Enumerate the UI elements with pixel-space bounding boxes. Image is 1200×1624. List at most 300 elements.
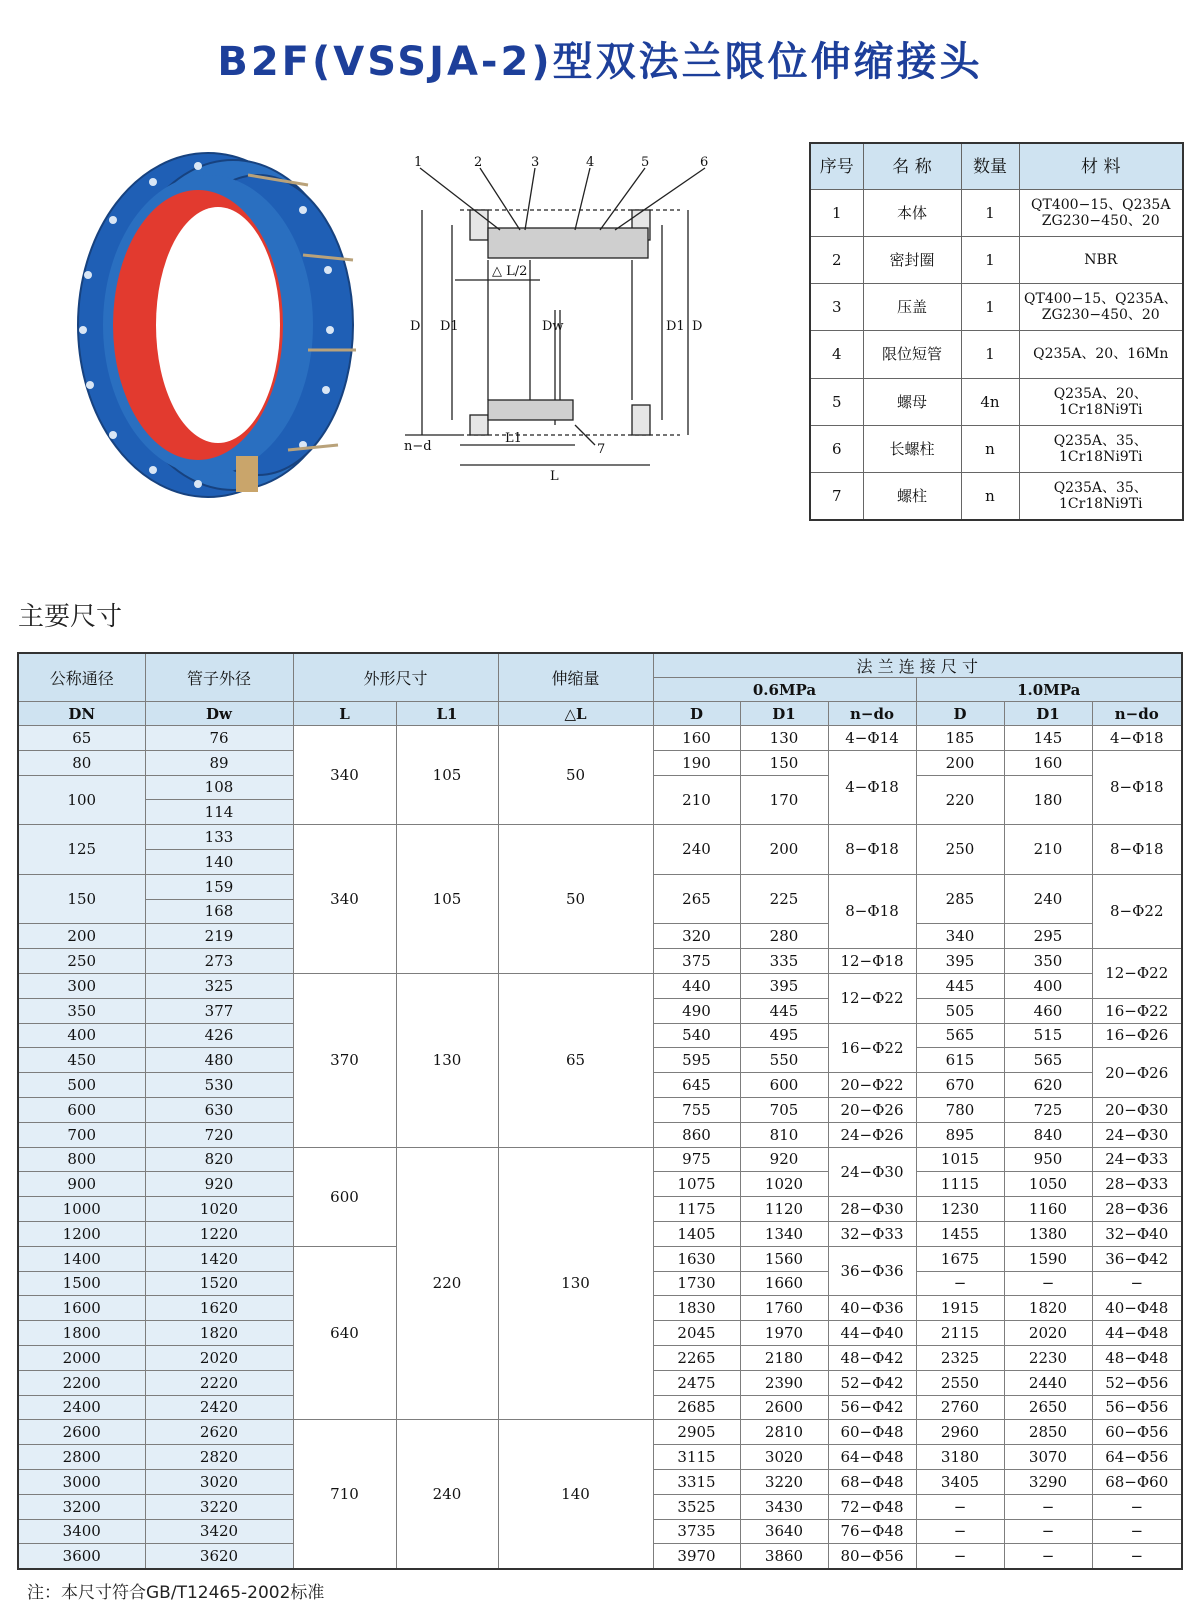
parts-material: NBR xyxy=(1019,237,1183,284)
cell-D1-06: 170 xyxy=(740,775,828,825)
header-p06: 0.6MPa xyxy=(653,678,916,702)
label-D-right: D xyxy=(692,319,703,334)
cell-ndo-06: 20−Φ26 xyxy=(828,1097,916,1122)
cell-D1-06: 705 xyxy=(740,1097,828,1122)
cell-D-10: 615 xyxy=(916,1048,1004,1073)
cell-D-10: 2760 xyxy=(916,1395,1004,1420)
cell-ndo-06: 52−Φ42 xyxy=(828,1370,916,1395)
cell-dn: 450 xyxy=(18,1048,145,1073)
label-nd: n−d xyxy=(404,439,432,454)
cell-D-06: 975 xyxy=(653,1147,740,1172)
cell-ndo-06: 40−Φ36 xyxy=(828,1296,916,1321)
cell-dw: 2420 xyxy=(145,1395,293,1420)
cell-ndo-10: 64−Φ56 xyxy=(1092,1445,1182,1470)
label-D1-right: D1 xyxy=(666,319,685,334)
parts-name: 长螺柱 xyxy=(863,425,961,472)
cell-ndo-10: 8−Φ18 xyxy=(1092,825,1182,875)
label-L: L xyxy=(550,469,559,484)
header-L: L xyxy=(293,702,396,726)
cell-D1-06: 1660 xyxy=(740,1271,828,1296)
callout-5: 5 xyxy=(641,155,650,170)
cell-D1-06: 2390 xyxy=(740,1370,828,1395)
cell-D-10: 1915 xyxy=(916,1296,1004,1321)
cell-D1-10: 460 xyxy=(1004,998,1092,1023)
cell-stroke: 50 xyxy=(498,726,653,825)
cell-dw: 1520 xyxy=(145,1271,293,1296)
cell-D1-06: 1560 xyxy=(740,1246,828,1271)
cell-D1-06: 2180 xyxy=(740,1345,828,1370)
parts-row xyxy=(810,331,1183,378)
cell-D1-10: 620 xyxy=(1004,1073,1092,1098)
cell-ndo-06: 32−Φ33 xyxy=(828,1221,916,1246)
cell-ndo-06: 24−Φ26 xyxy=(828,1122,916,1147)
cell-D-06: 190 xyxy=(653,750,740,775)
parts-table xyxy=(809,142,1184,521)
cell-D1-06: 1120 xyxy=(740,1197,828,1222)
cell-L1: 240 xyxy=(396,1420,498,1569)
cell-D-10: 2550 xyxy=(916,1370,1004,1395)
cell-D1-10: − xyxy=(1004,1519,1092,1544)
cell-stroke: 140 xyxy=(498,1420,653,1569)
cell-L1: 105 xyxy=(396,825,498,974)
cell-D-10: 1230 xyxy=(916,1197,1004,1222)
cell-dw: 133 xyxy=(145,825,293,850)
cell-dw: 1820 xyxy=(145,1321,293,1346)
cell-ndo-10: 40−Φ48 xyxy=(1092,1296,1182,1321)
cell-dn: 1400 xyxy=(18,1246,145,1271)
cell-dn: 3400 xyxy=(18,1519,145,1544)
cell-D1-10: 145 xyxy=(1004,726,1092,751)
page-title: B2F(VSSJA-2)型双法兰限位伸缩接头 xyxy=(217,39,983,85)
cell-ndo-10: 28−Φ33 xyxy=(1092,1172,1182,1197)
cell-D1-06: 1970 xyxy=(740,1321,828,1346)
cell-D-06: 3525 xyxy=(653,1494,740,1519)
table-row xyxy=(18,825,1182,850)
cell-ndo-06: 12−Φ18 xyxy=(828,949,916,974)
parts-qty: 1 xyxy=(961,237,1019,284)
cell-D-06: 1630 xyxy=(653,1246,740,1271)
header-dn: 公称通径 xyxy=(18,653,145,702)
cell-D1-06: 335 xyxy=(740,949,828,974)
parts-material: Q235A、20、16Mn xyxy=(1019,331,1183,378)
cell-L1: 130 xyxy=(396,973,498,1147)
parts-row xyxy=(810,378,1183,425)
cell-D-10: 505 xyxy=(916,998,1004,1023)
cell-D-06: 320 xyxy=(653,924,740,949)
parts-no: 5 xyxy=(810,378,863,425)
callout-7: 7 xyxy=(597,442,606,457)
cell-dn: 2800 xyxy=(18,1445,145,1470)
cell-dw: 377 xyxy=(145,998,293,1023)
cell-ndo-10: 24−Φ30 xyxy=(1092,1122,1182,1147)
product-photo xyxy=(58,150,358,500)
cell-dw: 108 xyxy=(145,775,293,800)
cell-L: 600 xyxy=(293,1147,396,1246)
cell-ndo-06: 36−Φ36 xyxy=(828,1246,916,1296)
cell-ndo-10: 32−Φ40 xyxy=(1092,1221,1182,1246)
cell-D-06: 490 xyxy=(653,998,740,1023)
cell-dw: 1620 xyxy=(145,1296,293,1321)
cell-D1-06: 3220 xyxy=(740,1469,828,1494)
cell-D-10: 3405 xyxy=(916,1469,1004,1494)
cell-D-06: 2905 xyxy=(653,1420,740,1445)
cell-D-10: 250 xyxy=(916,825,1004,875)
cell-D1-10: 1380 xyxy=(1004,1221,1092,1246)
header-flange: 法 兰 连 接 尺 寸 xyxy=(653,653,1182,678)
cell-D-06: 755 xyxy=(653,1097,740,1122)
cell-D-10: 3180 xyxy=(916,1445,1004,1470)
cell-D-06: 2045 xyxy=(653,1321,740,1346)
cell-ndo-10: 44−Φ48 xyxy=(1092,1321,1182,1346)
cell-D-10: 445 xyxy=(916,973,1004,998)
cell-L: 370 xyxy=(293,973,396,1147)
cell-ndo-10: 48−Φ48 xyxy=(1092,1345,1182,1370)
header-dw-sub: Dw xyxy=(145,702,293,726)
cell-D-10: 285 xyxy=(916,874,1004,924)
parts-name: 限位短管 xyxy=(863,331,961,378)
parts-row xyxy=(810,284,1183,331)
cell-dn: 2400 xyxy=(18,1395,145,1420)
cell-D-10: 895 xyxy=(916,1122,1004,1147)
cell-D1-10: 350 xyxy=(1004,949,1092,974)
cell-D-06: 375 xyxy=(653,949,740,974)
callout-4: 4 xyxy=(586,155,595,170)
label-dl2: △ L/2 xyxy=(492,264,528,279)
cell-D1-06: 200 xyxy=(740,825,828,875)
cell-D1-06: 495 xyxy=(740,1023,828,1048)
cell-ndo-10: 12−Φ22 xyxy=(1092,949,1182,999)
cell-dw: 480 xyxy=(145,1048,293,1073)
cell-ndo-10: 8−Φ18 xyxy=(1092,750,1182,824)
cell-dw: 426 xyxy=(145,1023,293,1048)
cell-D1-10: 2650 xyxy=(1004,1395,1092,1420)
cell-D-10: 1015 xyxy=(916,1147,1004,1172)
cell-D1-06: 150 xyxy=(740,750,828,775)
cell-ndo-06: 8−Φ18 xyxy=(828,825,916,875)
header-p10: 1.0MPa xyxy=(916,678,1182,702)
header-D1-10: D1 xyxy=(1004,702,1092,726)
cell-D1-06: 3860 xyxy=(740,1544,828,1569)
header-D1-06: D1 xyxy=(740,702,828,726)
cell-D-06: 3115 xyxy=(653,1445,740,1470)
parts-no: 3 xyxy=(810,284,863,331)
cell-D1-06: 2600 xyxy=(740,1395,828,1420)
cell-ndo-06: 4−Φ14 xyxy=(828,726,916,751)
parts-name: 螺母 xyxy=(863,378,961,425)
cell-D-10: 185 xyxy=(916,726,1004,751)
cell-ndo-10: 52−Φ56 xyxy=(1092,1370,1182,1395)
cell-D-06: 1730 xyxy=(653,1271,740,1296)
cell-D1-06: 3640 xyxy=(740,1519,828,1544)
parts-material: Q235A、20、1Cr18Ni9Ti xyxy=(1019,378,1183,425)
dimensions-table xyxy=(17,652,1183,1570)
parts-no: 7 xyxy=(810,472,863,520)
cell-dn: 2000 xyxy=(18,1345,145,1370)
cell-ndo-10: 4−Φ18 xyxy=(1092,726,1182,751)
cell-dn: 900 xyxy=(18,1172,145,1197)
cell-ndo-06: 16−Φ22 xyxy=(828,1023,916,1073)
cell-ndo-06: 28−Φ30 xyxy=(828,1197,916,1222)
cell-D-06: 1830 xyxy=(653,1296,740,1321)
cell-ndo-10: 68−Φ60 xyxy=(1092,1469,1182,1494)
cell-ndo-06: 8−Φ18 xyxy=(828,874,916,948)
cell-D1-06: 3020 xyxy=(740,1445,828,1470)
cell-ndo-06: 72−Φ48 xyxy=(828,1494,916,1519)
cell-dn: 1000 xyxy=(18,1197,145,1222)
parts-header-qty: 数量 xyxy=(961,143,1019,190)
cell-dw: 159 xyxy=(145,874,293,899)
cell-dw: 1420 xyxy=(145,1246,293,1271)
cell-D-06: 3970 xyxy=(653,1544,740,1569)
cell-D1-06: 1340 xyxy=(740,1221,828,1246)
cell-dn: 500 xyxy=(18,1073,145,1098)
cell-D1-06: 1760 xyxy=(740,1296,828,1321)
cell-dw: 114 xyxy=(145,800,293,825)
callout-3: 3 xyxy=(531,155,540,170)
cell-ndo-06: 20−Φ22 xyxy=(828,1073,916,1098)
flange-joint-illustration xyxy=(78,153,356,497)
cell-D-06: 860 xyxy=(653,1122,740,1147)
cell-D-06: 2685 xyxy=(653,1395,740,1420)
cell-dn: 600 xyxy=(18,1097,145,1122)
cell-D1-10: − xyxy=(1004,1494,1092,1519)
cell-dn: 350 xyxy=(18,998,145,1023)
cell-dw: 2820 xyxy=(145,1445,293,1470)
cell-dw: 1020 xyxy=(145,1197,293,1222)
cell-D-10: 670 xyxy=(916,1073,1004,1098)
header-D-10: D xyxy=(916,702,1004,726)
cell-D1-06: 445 xyxy=(740,998,828,1023)
cell-ndo-06: 68−Φ48 xyxy=(828,1469,916,1494)
parts-row xyxy=(810,190,1183,237)
parts-header-no: 序号 xyxy=(810,143,863,190)
cell-D-10: 1675 xyxy=(916,1246,1004,1271)
parts-row xyxy=(810,237,1183,284)
section-drawing xyxy=(400,150,760,490)
cell-D-06: 265 xyxy=(653,874,740,924)
cell-dw: 219 xyxy=(145,924,293,949)
cell-D1-10: − xyxy=(1004,1544,1092,1569)
cell-dn: 250 xyxy=(18,949,145,974)
header-D-06: D xyxy=(653,702,740,726)
cell-D-10: 1115 xyxy=(916,1172,1004,1197)
cell-ndo-10: − xyxy=(1092,1519,1182,1544)
cell-ndo-06: 4−Φ18 xyxy=(828,750,916,824)
cell-D1-10: 565 xyxy=(1004,1048,1092,1073)
cell-ndo-10: 36−Φ42 xyxy=(1092,1246,1182,1271)
header-dw: 管子外径 xyxy=(145,653,293,702)
cell-dw: 820 xyxy=(145,1147,293,1172)
cell-L1: 220 xyxy=(396,1147,498,1420)
cell-D1-06: 1020 xyxy=(740,1172,828,1197)
cell-D1-06: 2810 xyxy=(740,1420,828,1445)
label-D-left: D xyxy=(410,319,421,334)
cell-ndo-10: 8−Φ22 xyxy=(1092,874,1182,948)
cell-dn: 125 xyxy=(18,825,145,875)
cell-ndo-10: 28−Φ36 xyxy=(1092,1197,1182,1222)
cell-dn: 3600 xyxy=(18,1544,145,1569)
cell-D1-06: 395 xyxy=(740,973,828,998)
cell-dn: 2200 xyxy=(18,1370,145,1395)
cell-ndo-10: − xyxy=(1092,1494,1182,1519)
parts-name: 螺柱 xyxy=(863,472,961,520)
cell-dw: 720 xyxy=(145,1122,293,1147)
parts-material: QT400−15、Q235A、ZG230−450、20 xyxy=(1019,284,1183,331)
parts-row xyxy=(810,425,1183,472)
cell-D-10: 565 xyxy=(916,1023,1004,1048)
parts-no: 4 xyxy=(810,331,863,378)
cell-D1-10: 400 xyxy=(1004,973,1092,998)
cell-L1: 105 xyxy=(396,726,498,825)
cell-D1-10: 515 xyxy=(1004,1023,1092,1048)
table-row xyxy=(18,726,1182,751)
cell-D1-10: 2020 xyxy=(1004,1321,1092,1346)
header-outer: 外形尺寸 xyxy=(293,653,498,702)
cell-D-10: − xyxy=(916,1494,1004,1519)
cell-ndo-10: 60−Φ56 xyxy=(1092,1420,1182,1445)
cell-dw: 168 xyxy=(145,899,293,924)
callout-6: 6 xyxy=(700,155,709,170)
cell-ndo-10: 20−Φ26 xyxy=(1092,1048,1182,1098)
header-ndo-06: n−do xyxy=(828,702,916,726)
callout-1: 1 xyxy=(414,155,423,170)
table-row xyxy=(18,1147,1182,1172)
label-D1-left: D1 xyxy=(440,319,459,334)
cell-dw: 1220 xyxy=(145,1221,293,1246)
cell-dw: 3420 xyxy=(145,1519,293,1544)
cell-D-10: 2325 xyxy=(916,1345,1004,1370)
cell-dw: 273 xyxy=(145,949,293,974)
cell-dn: 3000 xyxy=(18,1469,145,1494)
cell-dw: 530 xyxy=(145,1073,293,1098)
cell-D1-10: 725 xyxy=(1004,1097,1092,1122)
cell-D-06: 160 xyxy=(653,726,740,751)
cell-dn: 1500 xyxy=(18,1271,145,1296)
cell-D-06: 2265 xyxy=(653,1345,740,1370)
cell-D-06: 1075 xyxy=(653,1172,740,1197)
cell-stroke: 50 xyxy=(498,825,653,974)
cell-dn: 3200 xyxy=(18,1494,145,1519)
standard-note: 注：本尺寸符合GB/T12465-2002标准 xyxy=(27,1583,325,1603)
cell-D1-06: 3430 xyxy=(740,1494,828,1519)
cell-D1-06: 600 xyxy=(740,1073,828,1098)
cell-ndo-06: 24−Φ30 xyxy=(828,1147,916,1197)
parts-header-material: 材 料 xyxy=(1019,143,1183,190)
cell-dw: 76 xyxy=(145,726,293,751)
cell-stroke: 130 xyxy=(498,1147,653,1420)
cell-D1-06: 920 xyxy=(740,1147,828,1172)
header-stroke-sub: △L xyxy=(498,702,653,726)
cell-dn: 65 xyxy=(18,726,145,751)
table-row xyxy=(18,973,1182,998)
cell-D-06: 210 xyxy=(653,775,740,825)
cell-D1-10: 3070 xyxy=(1004,1445,1092,1470)
cell-D1-06: 280 xyxy=(740,924,828,949)
header-L1: L1 xyxy=(396,702,498,726)
label-L1: L1 xyxy=(505,431,522,446)
parts-name: 本体 xyxy=(863,190,961,237)
cell-ndo-10: 24−Φ33 xyxy=(1092,1147,1182,1172)
cell-ndo-10: − xyxy=(1092,1271,1182,1296)
cell-D1-06: 550 xyxy=(740,1048,828,1073)
parts-qty: 4n xyxy=(961,378,1019,425)
cell-D-10: 780 xyxy=(916,1097,1004,1122)
parts-name: 压盖 xyxy=(863,284,961,331)
parts-qty: n xyxy=(961,425,1019,472)
cell-dw: 325 xyxy=(145,973,293,998)
cell-D1-10: 1050 xyxy=(1004,1172,1092,1197)
cell-dn: 800 xyxy=(18,1147,145,1172)
cell-L: 710 xyxy=(293,1420,396,1569)
cell-D1-10: 2230 xyxy=(1004,1345,1092,1370)
cell-D-06: 1405 xyxy=(653,1221,740,1246)
cell-D-06: 595 xyxy=(653,1048,740,1073)
cell-ndo-10: 20−Φ30 xyxy=(1092,1097,1182,1122)
cell-ndo-10: 56−Φ56 xyxy=(1092,1395,1182,1420)
cell-D-06: 1175 xyxy=(653,1197,740,1222)
cell-dw: 89 xyxy=(145,750,293,775)
parts-qty: 1 xyxy=(961,190,1019,237)
cell-dn: 200 xyxy=(18,924,145,949)
parts-name: 密封圈 xyxy=(863,237,961,284)
cell-dn: 1200 xyxy=(18,1221,145,1246)
cell-D-10: − xyxy=(916,1544,1004,1569)
cell-ndo-10: 16−Φ26 xyxy=(1092,1023,1182,1048)
parts-no: 2 xyxy=(810,237,863,284)
cell-stroke: 65 xyxy=(498,973,653,1147)
cell-D1-10: 240 xyxy=(1004,874,1092,924)
cell-dn: 700 xyxy=(18,1122,145,1147)
cell-dn: 1600 xyxy=(18,1296,145,1321)
cell-D-06: 3735 xyxy=(653,1519,740,1544)
cell-dn: 80 xyxy=(18,750,145,775)
cell-D1-10: 2440 xyxy=(1004,1370,1092,1395)
cell-D1-10: 1590 xyxy=(1004,1246,1092,1271)
cell-D1-10: 295 xyxy=(1004,924,1092,949)
cell-ndo-06: 60−Φ48 xyxy=(828,1420,916,1445)
cell-dw: 2020 xyxy=(145,1345,293,1370)
cell-ndo-06: 64−Φ48 xyxy=(828,1445,916,1470)
cell-dn: 100 xyxy=(18,775,145,825)
parts-row xyxy=(810,472,1183,520)
cell-D1-06: 810 xyxy=(740,1122,828,1147)
cell-D1-10: 950 xyxy=(1004,1147,1092,1172)
cell-D-10: 220 xyxy=(916,775,1004,825)
section-title: 主要尺寸 xyxy=(18,602,123,632)
cell-D-10: 340 xyxy=(916,924,1004,949)
cell-D1-10: 2850 xyxy=(1004,1420,1092,1445)
cell-D-06: 645 xyxy=(653,1073,740,1098)
parts-qty: 1 xyxy=(961,284,1019,331)
cell-dw: 630 xyxy=(145,1097,293,1122)
cell-ndo-06: 12−Φ22 xyxy=(828,973,916,1023)
cell-dn: 1800 xyxy=(18,1321,145,1346)
cell-dn: 150 xyxy=(18,874,145,924)
cell-D1-10: 1160 xyxy=(1004,1197,1092,1222)
cell-D1-06: 225 xyxy=(740,874,828,924)
cell-D1-10: − xyxy=(1004,1271,1092,1296)
parts-qty: n xyxy=(961,472,1019,520)
table-row xyxy=(18,1420,1182,1445)
cell-D-10: 2960 xyxy=(916,1420,1004,1445)
cell-D1-10: 1820 xyxy=(1004,1296,1092,1321)
cell-ndo-06: 48−Φ42 xyxy=(828,1345,916,1370)
cell-dw: 2620 xyxy=(145,1420,293,1445)
header-ndo-10: n−do xyxy=(1092,702,1182,726)
cell-ndo-10: 16−Φ22 xyxy=(1092,998,1182,1023)
label-Dw: Dw xyxy=(542,319,564,334)
cell-D-06: 540 xyxy=(653,1023,740,1048)
